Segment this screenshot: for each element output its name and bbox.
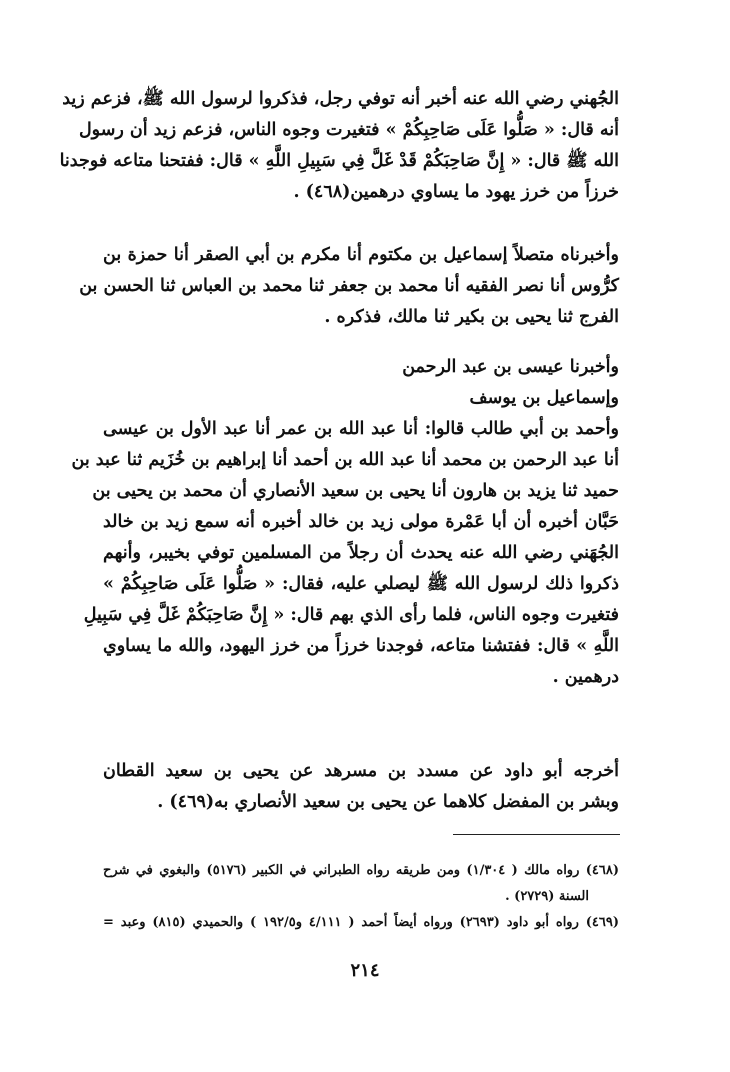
footnote-line: (٤٦٨) رواه مالك ( ١/٣٠٤) ومن طريقه رواه الطبراني في الكبير (٥١٧٦) والبغوي في شرح xyxy=(103,863,619,878)
text-line: أخرجه أبو داود عن مسدد بن مسرهد عن يحيى بن سعيد القطان xyxy=(103,761,619,781)
footnotes xyxy=(103,858,619,936)
footnote-line: السنة (٢٧٢٩) . xyxy=(505,889,589,904)
text-line: خرزاً من خرز يهود ما يساوي درهمين(٤٦٨) . xyxy=(293,182,619,202)
text-line: الجُهَني رضي الله عنه يحدث أن رجلاً من المسلمين توفي بخيبر، وأنهم xyxy=(103,543,619,563)
page-number: ٢١٤ xyxy=(350,960,380,981)
text-line: وبشر بن المفضل كلاهما عن يحيى بن سعيد الأنصاري به(٤٦٩) . xyxy=(157,792,619,812)
footnote-line: (٤٦٩) رواه أبو داود (٢٦٩٣) ورواه أيضاً أحمد ( ٤/١١١ و١٩٢/٥ ) والحميدي (٨١٥) وعبد = xyxy=(103,915,619,930)
paragraph-3 xyxy=(71,352,619,693)
text-line: وأحمد بن أبي طالب قالوا: أنا عبد الله بن عمر أنا عبد الأول بن عيسى xyxy=(103,419,619,439)
text-line: الفرج ثنا يحيى بن بكير ثنا مالك، فذكره . xyxy=(324,307,619,327)
paragraph-4 xyxy=(103,756,619,818)
text-line: وأخبرنا عيسى بن عبد الرحمن xyxy=(402,357,619,377)
text-line: الجُهني رضي الله عنه أخبر أنه توفي رجل، فذكروا لرسول الله ﷺ، فزعم زيد xyxy=(62,89,619,109)
text-line: أنا عبد الرحمن بن محمد أنا عبد الله بن أحمد أنا إبراهيم بن خُزَيم ثنا عبد بن xyxy=(71,450,619,470)
text-line: درهمين . xyxy=(552,667,619,687)
text-line: وأخبرناه متصلاً إسماعيل بن مكتوم أنا مكرم بن أبي الصقر أنا حمزة بن xyxy=(103,245,619,265)
paragraph-2 xyxy=(79,240,619,333)
text-line: أنه قال: « صَلُّوا عَلَى صَاحِبِكُمْ » فتغيرت وجوه الناس، فزعم زيد أن رسول xyxy=(78,120,619,140)
text-line: الله ﷺ قال: « إِنَّ صَاحِبَكُمْ قَدْ غَلَّ فِي سَبِيلِ اللَّهِ » قال: ففتحنا متاعه فوجدنا xyxy=(59,151,619,171)
footnote-separator xyxy=(453,834,620,835)
text-line: فتغيرت وجوه الناس، فلما رأى الذي بهم قال: « إِنَّ صَاحِبَكُمْ غَلَّ فِي سَبِيلِ xyxy=(83,605,619,625)
text-line: كرُّوس أنا نصر الفقيه أنا محمد بن جعفر ثنا محمد بن العباس ثنا الحسن بن xyxy=(79,276,619,296)
text-line: ذكروا ذلك لرسول الله ﷺ ليصلي عليه، فقال: « صَلُّوا عَلَى صَاحِبِكُمْ » xyxy=(103,574,619,594)
text-line: اللَّهِ » قال: ففتشنا متاعه، فوجدنا خرزاً من خرز اليهود، والله ما يساوي xyxy=(103,636,619,656)
text-line: حميد ثنا يزيد بن هارون أنا يحيى بن سعيد الأنصاري أن محمد بن يحيى بن xyxy=(92,481,619,501)
text-line: حَبَّان أخبره أن أبا عَمْرة مولى زيد بن خالد أخبره أنه سمع زيد بن خالد xyxy=(103,512,619,532)
text-line: وإسماعيل بن يوسف xyxy=(469,388,619,408)
paragraph-1 xyxy=(59,84,619,208)
